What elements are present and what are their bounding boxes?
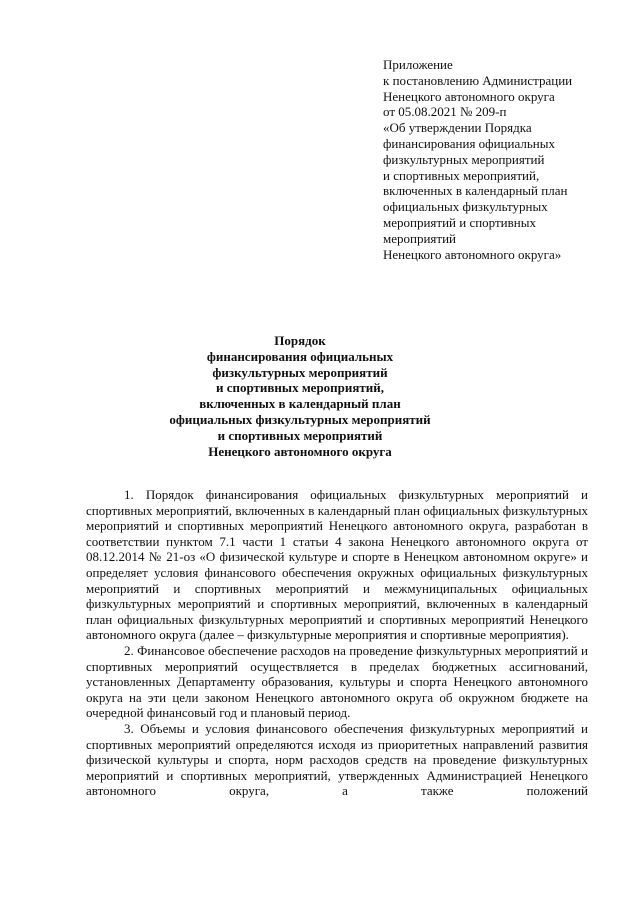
paragraph: 1. Порядок финансирования официальных физкультурных мероприятий и спортивных мероприятий, включенных в календарный план официальных физкультурных мероприятий и спортивных мероприятий Ненецкого автономного округа, разработан в соответствии пунктом 7.1 части 1 статьи 4 закона Ненецкого автономного округа от 08.12.2014 № 21-оз «О физической культуре и спорте в Ненецком автономном округе» и определяет условия финансового обеспечения окружных официальных физкультурных мероприятий и спортивных мероприятий и межмуниципальных официальных физкультурных мероприятий и спортивных мероприятий, включенных в календарный план официальных физкультурных мероприятий и спортивных мероприятий Ненецкого автономного округа (далее – физкультурные мероприятия и спортивные мероприятия). [86, 487, 588, 643]
appendix-line: Приложение [383, 57, 453, 72]
document-title [80, 333, 520, 459]
paragraph: 3. Объемы и условия финансового обеспечения физкультурных мероприятий и спортивных мероприятий определяются исходя из приоритетных направлений развития физической культуры и спорта, норм расходов средств на проведение физкультурных мероприятий и спортивных мероприятий, утвержденных Администрацией Ненецкого автономного округа, а также положений [86, 720, 588, 799]
appendix-line: к постановлению Администрации [383, 72, 573, 88]
title-line: официальных физкультурных мероприятий [169, 411, 431, 427]
appendix-line: от 05.08.2021 № 209-п [383, 104, 507, 120]
appendix-line: «Об утверждении Порядка [383, 120, 532, 136]
appendix-line: и спортивных мероприятий, [383, 167, 540, 183]
appendix-header [383, 57, 628, 262]
appendix-line: мероприятий и спортивных [383, 214, 536, 230]
title-line: финансирования официальных [206, 348, 394, 364]
title-line: и спортивных мероприятий, [215, 380, 385, 396]
title-line: и спортивных мероприятий [217, 427, 383, 443]
title-line: физкультурных мероприятий [212, 364, 388, 380]
appendix-line: Ненецкого автономного округа» [383, 246, 562, 262]
appendix-line: официальных физкультурных [383, 199, 548, 215]
appendix-line: Ненецкого автономного округа [383, 88, 555, 104]
title-line: Ненецкого автономного округа [208, 443, 392, 459]
appendix-line: физкультурных мероприятий [383, 151, 545, 167]
title-line: включенных в календарный план [199, 396, 401, 412]
appendix-line: мероприятий [383, 230, 456, 246]
document-body [86, 487, 588, 799]
paragraph: 2. Финансовое обеспечение расходов на проведение физкультурных мероприятий и спортивных мероприятий осуществляется в пределах бюджетных ассигнований, установленных Департаменту образования, культуры и спорта Ненецкого автономного округа на эти цели законом Ненецкого автономного округа об окружном бюджете на очередной финансовый год и плановый период. [86, 642, 588, 721]
appendix-line: включенных в календарный план [383, 183, 568, 199]
title-line: Порядок [274, 333, 326, 348]
appendix-line: финансирования официальных [383, 135, 555, 151]
